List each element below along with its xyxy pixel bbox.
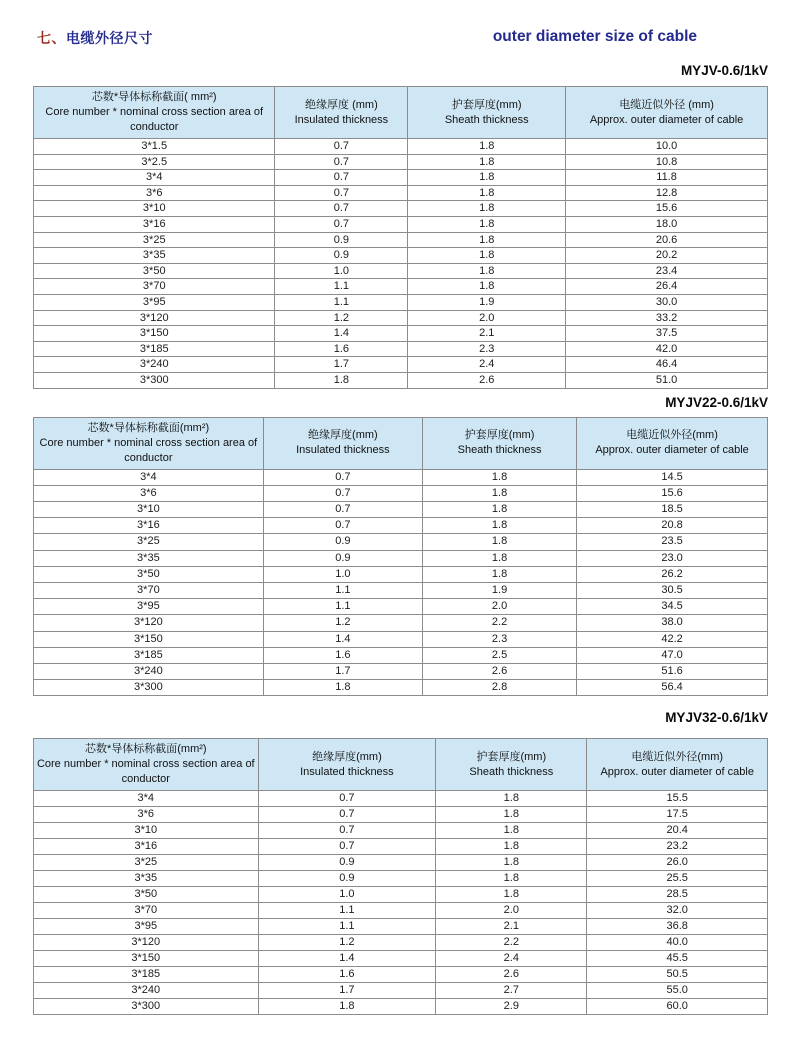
model-heading-myjv: MYJV-0.6/1kV [680,63,768,78]
table-cell: 26.2 [577,566,768,582]
table-row [34,999,768,1015]
table-cell: 23.4 [566,263,768,279]
table-cell: 1.8 [423,534,577,550]
table-row [34,855,768,871]
table-row [34,550,768,566]
table-cell: 2.2 [436,935,587,951]
table-row [34,823,768,839]
table-cell: 20.8 [577,518,768,534]
table-cell: 3*120 [34,935,259,951]
column-header-zh: 芯数*导体标称截面(mm²) [87,421,210,434]
table-row [34,232,768,248]
table-cell: 1.7 [275,357,408,373]
table-cell: 0.7 [263,485,422,501]
table-row [34,326,768,342]
column-header-en: Sheath thickness [457,444,542,456]
table-cell: 3*50 [34,887,259,903]
table-cell: 1.7 [263,663,422,679]
table-row [34,263,768,279]
table-cell: 33.2 [566,310,768,326]
table-cell: 1.0 [263,566,422,582]
table-row [34,935,768,951]
table-cell: 1.8 [436,871,587,887]
column-header-core-number [34,87,275,139]
table-cell: 0.7 [263,469,422,485]
table-cell: 0.7 [275,216,408,232]
table-cell: 2.3 [423,631,577,647]
column-header-outer-diameter [587,739,768,791]
table-cell: 0.7 [258,823,436,839]
table-cell: 1.1 [275,294,408,310]
table-cell: 0.9 [258,855,436,871]
table-row [34,599,768,615]
table-cell: 3*240 [34,357,275,373]
table-cell: 3*10 [34,501,264,517]
column-header-en: Insulated thickness [294,113,389,126]
table-row [34,248,768,264]
table-cell: 20.2 [566,248,768,264]
table-cell: 1.8 [408,279,566,295]
column-header-core-number [34,417,264,469]
table-cell: 18.0 [566,216,768,232]
table-cell: 3*4 [34,791,259,807]
table-cell: 3*25 [34,534,264,550]
table-cell: 55.0 [587,983,768,999]
table-row [34,807,768,823]
table-cell: 37.5 [566,326,768,342]
table-row [34,294,768,310]
table-cell: 1.8 [408,263,566,279]
table-row [34,518,768,534]
model-heading-myjv22: MYJV22-0.6/1kV [665,394,768,410]
table-cell: 1.9 [408,294,566,310]
table-cell: 1.9 [423,582,577,598]
table-cell: 3*95 [34,294,275,310]
table-cell: 1.8 [408,139,566,155]
table-row [34,680,768,696]
table-header [34,739,768,791]
table-cell: 3*185 [34,341,275,357]
table-cell: 0.7 [263,518,422,534]
table-cell: 1.8 [436,855,587,871]
table-cell: 23.2 [587,839,768,855]
table-cell: 12.8 [566,185,768,201]
table-cell: 3*35 [34,871,259,887]
table-row [34,170,768,186]
table-cell: 3*1.5 [34,139,275,155]
table-cell: 15.5 [587,791,768,807]
table-cell: 23.0 [577,550,768,566]
column-header-en: Core number * nominal cross section area of conductor [45,106,264,133]
table-cell: 2.8 [423,680,577,696]
table-header [34,87,768,139]
table-cell: 3*120 [34,615,264,631]
table-cell: 1.8 [436,839,587,855]
table-cell: 1.8 [436,791,587,807]
table-cell: 0.7 [275,154,408,170]
table-cell: 3*95 [34,599,264,615]
column-header-en: Insulated thickness [296,444,390,456]
table-cell: 2.6 [423,663,577,679]
column-header-insulated-thickness [258,739,436,791]
table-cell: 1.6 [258,967,436,983]
table-cell: 1.1 [258,903,436,919]
table-cell: 1.1 [258,919,436,935]
cable-table-myjv32 [33,738,768,1015]
page-title-row [33,28,768,48]
table-cell: 17.5 [587,807,768,823]
table-cell: 28.5 [587,887,768,903]
table-cell: 42.2 [577,631,768,647]
table-row [34,663,768,679]
table-cell: 1.6 [275,341,408,357]
table-cell: 1.8 [275,372,408,388]
table-body [34,469,768,696]
cable-table-myjv22 [33,417,768,697]
table-row [34,279,768,295]
column-header-en: Core number * nominal cross section area of conductor [36,758,255,786]
table-cell: 2.5 [423,647,577,663]
table-cell: 47.0 [577,647,768,663]
table-cell: 32.0 [587,903,768,919]
table-cell: 30.0 [566,294,768,310]
table-cell: 23.5 [577,534,768,550]
table-cell: 1.8 [436,807,587,823]
table-cell: 3*240 [34,663,264,679]
table-cell: 1.8 [408,248,566,264]
table-cell: 2.0 [436,903,587,919]
table-cell: 56.4 [577,680,768,696]
table-cell: 20.6 [566,232,768,248]
table-cell: 0.7 [275,201,408,217]
table-cell: 51.6 [577,663,768,679]
table-cell: 1.8 [408,232,566,248]
table-cell: 3*10 [34,823,259,839]
table-cell: 0.7 [275,139,408,155]
table-cell: 0.7 [275,170,408,186]
table-row [34,357,768,373]
table-cell: 3*6 [34,185,275,201]
table-cell: 0.9 [258,871,436,887]
table-row [34,501,768,517]
table-cell: 1.8 [436,887,587,903]
table-cell: 46.4 [566,357,768,373]
table-row [34,871,768,887]
table-cell: 26.0 [587,855,768,871]
table-cell: 1.8 [408,185,566,201]
table-cell: 26.4 [566,279,768,295]
table-cell: 11.8 [566,170,768,186]
table-cell: 3*16 [34,518,264,534]
column-header-zh: 绝缘厚度(mm) [312,750,382,763]
table-row [34,185,768,201]
table-cell: 15.6 [566,201,768,217]
table-cell: 14.5 [577,469,768,485]
table-row [34,983,768,999]
table-cell: 20.4 [587,823,768,839]
table-row [34,615,768,631]
table-cell: 3*4 [34,469,264,485]
table-cell: 1.2 [258,935,436,951]
table-cell: 10.8 [566,154,768,170]
table-cell: 60.0 [587,999,768,1015]
table-cell: 0.7 [275,185,408,201]
table-cell: 2.3 [408,341,566,357]
table-cell: 0.7 [258,791,436,807]
table-cell: 1.1 [263,582,422,598]
table-body [34,791,768,1015]
table-cell: 3*50 [34,566,264,582]
table-cell: 1.4 [263,631,422,647]
table-cell: 3*70 [34,582,264,598]
table-cell: 0.9 [263,550,422,566]
table-cell: 38.0 [577,615,768,631]
table-row [34,967,768,983]
table-row [34,139,768,155]
table-cell: 3*150 [34,326,275,342]
column-header-en: Approx. outer diameter of cable [595,444,749,456]
column-header-en: Approx. outer diameter of cable [589,113,744,126]
table-cell: 2.2 [423,615,577,631]
header-row [34,417,768,469]
table-cell: 2.1 [436,919,587,935]
table-header [34,417,768,469]
header-row [34,739,768,791]
table-cell: 3*6 [34,485,264,501]
table-cell: 1.8 [423,518,577,534]
table-cell: 2.9 [436,999,587,1015]
table-cell: 1.8 [423,469,577,485]
column-header-zh: 芯数*导体标称截面( mm²) [91,91,217,103]
column-header-zh: 护套厚度(mm) [451,98,522,111]
column-header-sheath-thickness [436,739,587,791]
table-cell: 3*35 [34,550,264,566]
table-cell: 1.4 [275,326,408,342]
column-header-en: Sheath thickness [444,113,529,126]
table-cell: 2.4 [408,357,566,373]
table-row [34,310,768,326]
table-cell: 1.8 [423,501,577,517]
table-cell: 3*2.5 [34,154,275,170]
column-header-outer-diameter [566,87,768,139]
table-cell: 1.8 [408,201,566,217]
column-header-zh: 电缆近似外径(mm) [626,429,718,441]
table-cell: 0.9 [263,534,422,550]
table-cell: 1.2 [275,310,408,326]
table-cell: 3*120 [34,310,275,326]
table-row [34,582,768,598]
table-row [34,566,768,582]
table-row [34,341,768,357]
table-cell: 36.8 [587,919,768,935]
table-cell: 2.0 [408,310,566,326]
table-cell: 3*10 [34,201,275,217]
header-row [34,87,768,139]
table-row [34,469,768,485]
table-cell: 15.6 [577,485,768,501]
column-header-zh: 护套厚度(mm) [476,750,547,763]
table-row [34,485,768,501]
column-header-outer-diameter [577,417,768,469]
page-title-en: outer diameter size of cable [492,28,697,45]
table-row [34,216,768,232]
table-cell: 25.5 [587,871,768,887]
column-header-zh: 绝缘厚度 (mm) [305,98,378,111]
table-row [34,791,768,807]
table-cell: 3*240 [34,983,259,999]
table-cell: 1.1 [263,599,422,615]
table-cell: 3*95 [34,919,259,935]
column-header-zh: 绝缘厚度(mm) [308,429,378,441]
table-row [34,201,768,217]
column-header-en: Core number * nominal cross section area of conductor [39,436,258,464]
column-header-sheath-thickness [408,87,566,139]
table-cell: 3*25 [34,855,259,871]
column-header-insulated-thickness [263,417,422,469]
table-cell: 1.1 [275,279,408,295]
table-cell: 1.8 [408,154,566,170]
column-header-en: Approx. outer diameter of cable [600,765,754,778]
table-cell: 3*6 [34,807,259,823]
table-cell: 3*70 [34,903,259,919]
table-cell: 3*300 [34,372,275,388]
table-cell: 0.7 [263,501,422,517]
table-cell: 2.0 [423,599,577,615]
table-cell: 45.5 [587,951,768,967]
column-header-en: Sheath thickness [469,765,554,778]
table-cell: 0.7 [258,807,436,823]
table-cell: 1.8 [436,823,587,839]
table-cell: 18.5 [577,501,768,517]
table-body [34,139,768,389]
page-title-zh-text: 电缆外径尺寸 [66,30,153,46]
table-cell: 1.8 [258,999,436,1015]
column-header-zh: 护套厚度(mm) [464,429,535,441]
table-cell: 2.6 [408,372,566,388]
column-header-core-number [34,739,259,791]
page-title-zh [33,28,153,48]
column-header-zh: 芯数*导体标称截面(mm²) [84,743,207,756]
table-cell: 50.5 [587,967,768,983]
table-cell: 0.9 [275,248,408,264]
table-cell: 1.0 [258,887,436,903]
cable-table-myjv [33,86,768,389]
table-cell: 51.0 [566,372,768,388]
column-header-zh: 电缆近似外径(mm) [631,750,724,763]
table-cell: 10.0 [566,139,768,155]
column-header-en: Insulated thickness [300,765,394,778]
table-cell: 3*35 [34,248,275,264]
table-cell: 1.6 [263,647,422,663]
table-row [34,919,768,935]
table-row [34,647,768,663]
table-cell: 1.8 [423,566,577,582]
table-cell: 1.0 [275,263,408,279]
table-row [34,372,768,388]
table-cell: 2.6 [436,967,587,983]
table-cell: 3*185 [34,647,264,663]
table-cell: 1.8 [423,485,577,501]
table-row [34,951,768,967]
table-cell: 1.8 [423,550,577,566]
table-cell: 3*16 [34,839,259,855]
table-cell: 3*300 [34,999,259,1015]
table-cell: 0.7 [258,839,436,855]
table-cell: 3*4 [34,170,275,186]
table-cell: 3*25 [34,232,275,248]
table-cell: 2.4 [436,951,587,967]
table-cell: 3*300 [34,680,264,696]
table-cell: 3*185 [34,967,259,983]
table-cell: 1.8 [408,216,566,232]
table-cell: 2.1 [408,326,566,342]
table-cell: 2.7 [436,983,587,999]
table-cell: 3*150 [34,951,259,967]
table-cell: 1.8 [263,680,422,696]
table-cell: 34.5 [577,599,768,615]
column-header-zh: 电缆近似外径 (mm) [619,98,714,111]
table-cell: 42.0 [566,341,768,357]
table-row [34,631,768,647]
table-cell: 1.8 [408,170,566,186]
table-cell: 3*150 [34,631,264,647]
table-cell: 3*70 [34,279,275,295]
table-cell: 3*50 [34,263,275,279]
table-cell: 30.5 [577,582,768,598]
table-cell: 1.4 [258,951,436,967]
table-row [34,903,768,919]
table-row [34,154,768,170]
table-row [34,839,768,855]
page-title-zh-number: 七、 [37,30,66,46]
table-cell: 0.9 [275,232,408,248]
table-cell: 1.7 [258,983,436,999]
model-heading-myjv32: MYJV32-0.6/1kV [665,710,768,726]
table-cell: 1.2 [263,615,422,631]
column-header-insulated-thickness [275,87,408,139]
table-row [34,887,768,903]
table-row [34,534,768,550]
column-header-sheath-thickness [423,417,577,469]
table-cell: 40.0 [587,935,768,951]
table-cell: 3*16 [34,216,275,232]
